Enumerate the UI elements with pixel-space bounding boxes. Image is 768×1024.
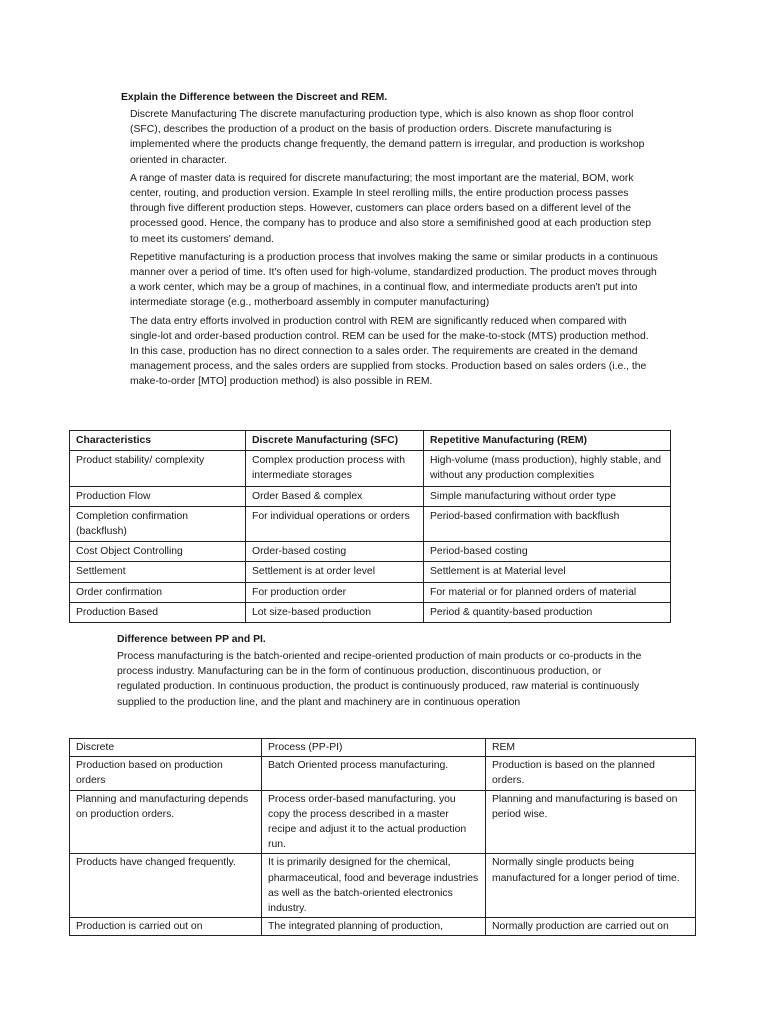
table-cell: For individual operations or orders	[246, 506, 424, 541]
table-row	[70, 790, 696, 854]
table-cell: Settlement is at order level	[246, 562, 424, 582]
table-cell: Period-based costing	[424, 542, 671, 562]
table-row	[70, 451, 671, 486]
table-cell: For production order	[246, 582, 424, 602]
table-row	[70, 542, 671, 562]
paragraph-process-manufacturing: Process manufacturing is the batch-oriented and recipe-oriented production of main products or co-products in the process industry. Manufacturing can be in the form of continuous production, discontinuous production, or regulated production. In continuous production, the product is continuously produced, raw material is continuously supplied to the production line, and the plant and machinery are in continuous operation	[117, 651, 642, 708]
comparison-table-sfc-rem	[69, 430, 671, 623]
table-cell: Products have changed frequently.	[70, 854, 262, 918]
header-cell: Repetitive Manufacturing (REM)	[424, 431, 671, 451]
table-cell: Production is carried out on	[70, 918, 262, 936]
table-cell: It is primarily designed for the chemical, pharmaceutical, food and beverage industries as well as the batch-oriented electronics industry.	[262, 854, 486, 918]
table-cell: Process order-based manufacturing. you copy the process described in a master recipe and adjust it to the actual production run.	[262, 790, 486, 854]
table-cell: Planning and manufacturing depends on production orders.	[70, 790, 262, 854]
table-header-row	[70, 739, 696, 757]
section-heading-pp-pi: Difference between PP and PI.	[117, 634, 266, 645]
table-cell: Normally production are carried out on	[486, 918, 696, 936]
table-cell: Production Flow	[70, 486, 246, 506]
header-cell: Characteristics	[70, 431, 246, 451]
header-cell: Discrete Manufacturing (SFC)	[246, 431, 424, 451]
table-cell: High-volume (mass production), highly stable, and without any production complexities	[424, 451, 671, 486]
table-cell: Order confirmation	[70, 582, 246, 602]
table-row	[70, 602, 671, 622]
table-row	[70, 854, 696, 918]
table-cell: Production based on production orders	[70, 757, 262, 790]
table-row	[70, 486, 671, 506]
table-header-row	[70, 431, 671, 451]
table-cell: Production is based on the planned orders.	[486, 757, 696, 790]
header-cell: REM	[486, 739, 696, 757]
paragraph-data-entry: The data entry efforts involved in production control with REM are significantly reduced when compared with single-lot and order-based production control. REM can be used for the make-to-stock (MTS) production method. In this case, production has no direct connection to a sales order. The requirements are created in the demand management process, and the sales orders are supplied from stocks. Production based on sales orders (i.e., the make-to-order [MTO] production method) is also possible in REM.	[130, 315, 649, 388]
table-row	[70, 918, 696, 936]
table-cell: Period & quantity-based production	[424, 602, 671, 622]
table-cell: Product stability/ complexity	[70, 451, 246, 486]
table-cell: Normally single products being manufactured for a longer period of time.	[486, 854, 696, 918]
table-row	[70, 562, 671, 582]
table-cell: Complex production process with intermediate storages	[246, 451, 424, 486]
table-row	[70, 757, 696, 790]
table-cell: Order-based costing	[246, 542, 424, 562]
paragraph-discrete: Discrete Manufacturing The discrete manufacturing production type, which is also known as shop floor control (SFC), describes the production of a product on the basis of production orders. Discrete manufacturing is implemented where the products change frequently, the demand pattern is irregular, and production is workshop oriented in character.	[130, 109, 645, 166]
table-cell: The integrated planning of production,	[262, 918, 486, 936]
table-cell: Planning and manufacturing is based on period wise.	[486, 790, 696, 854]
table-cell: Completion confirmation (backflush)	[70, 506, 246, 541]
table-cell: Batch Oriented process manufacturing.	[262, 757, 486, 790]
table-cell: Lot size-based production	[246, 602, 424, 622]
paragraph-repetitive: Repetitive manufacturing is a production process that involves making the same or similar products in a continuous manner over a period of time. It's often used for high-volume, standardized production. The product moves through a work center, which may be a group of machines, in a continual flow, and intermediate products aren't put into intermediate storage (e.g., motherboard assembly in computer manufacturing)	[130, 251, 658, 309]
table-row	[70, 506, 671, 541]
table-cell: Settlement	[70, 562, 246, 582]
comparison-table-discrete-process-rem	[69, 738, 696, 936]
table-cell: Period-based confirmation with backflush	[424, 506, 671, 541]
table-cell: Simple manufacturing without order type	[424, 486, 671, 506]
section-heading-discrete-rem: Explain the Difference between the Discreet and REM.	[121, 92, 388, 103]
table-cell: Settlement is at Material level	[424, 562, 671, 582]
table-row	[70, 582, 671, 602]
table-cell: For material or for planned orders of material	[424, 582, 671, 602]
header-cell: Process (PP-PI)	[262, 739, 486, 757]
paragraph-master-data: A range of master data is required for discrete manufacturing; the most important are the material, BOM, work center, routing, and production version. Example In steel rerolling mills, the entire production process passes through five different production steps. However, customers can place orders based on a different level of the processed good. Hence, the company has to produce and also store a semifinished good at each production step to meet its customers' demand.	[130, 172, 652, 245]
table-cell: Order Based & complex	[246, 486, 424, 506]
table-cell: Cost Object Controlling	[70, 542, 246, 562]
discrete-rem-text	[130, 107, 658, 393]
header-cell: Discrete	[70, 739, 262, 757]
table-cell: Production Based	[70, 602, 246, 622]
